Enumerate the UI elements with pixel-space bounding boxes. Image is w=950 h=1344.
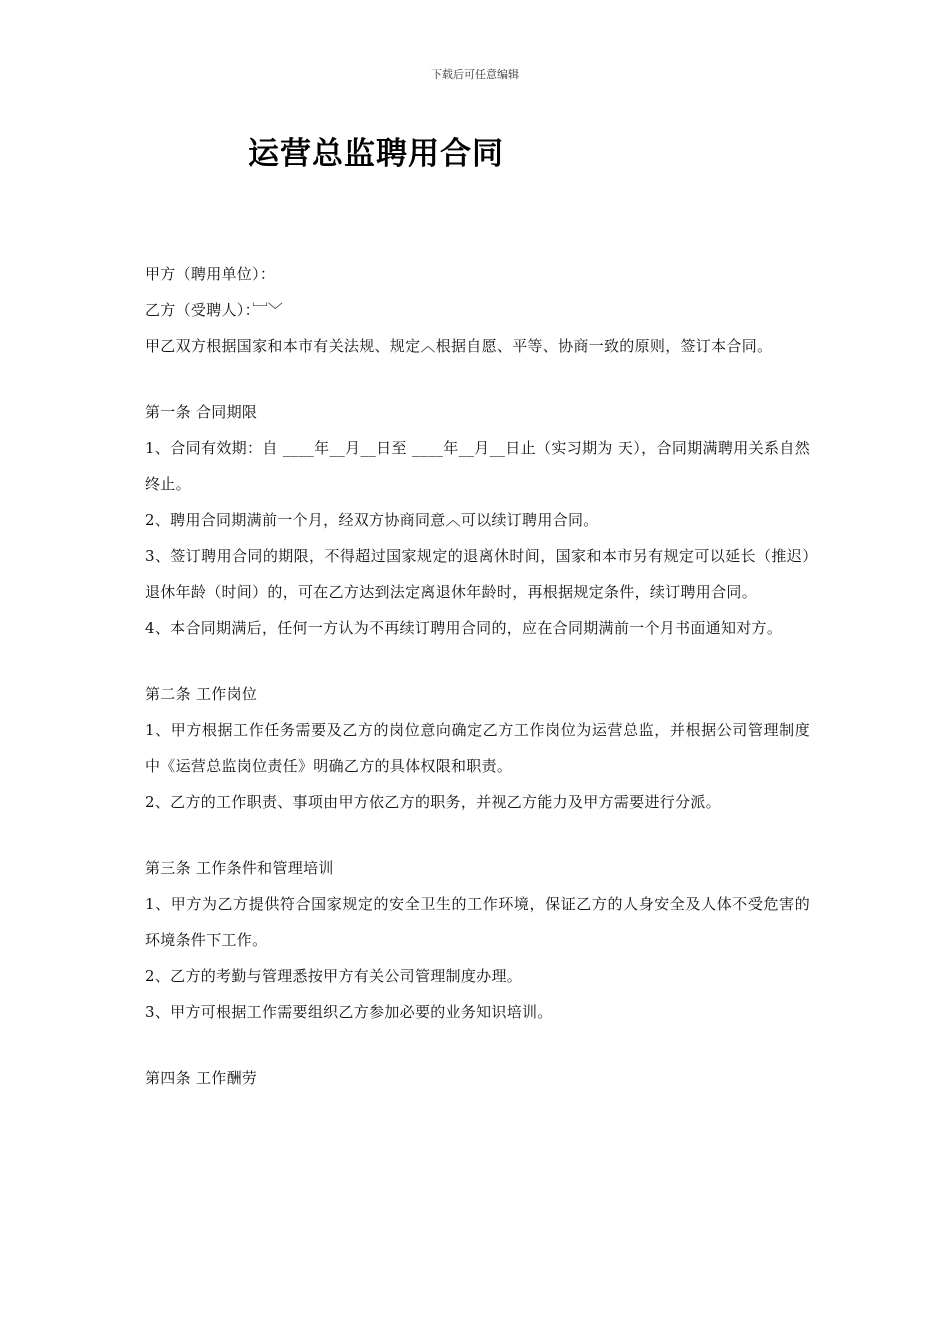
clause-item: 4、本合同期满后，任何一方认为不再续订聘用合同的，应在合同期满前一个月书面通知对方。 bbox=[145, 619, 783, 637]
clause-item: 1、甲方为乙方提供符合国家规定的安全卫生的工作环境，保证乙方的人身安全及人体不受危害的环境条件下工作。 bbox=[145, 895, 810, 949]
section-heading: 第四条 工作酬劳 bbox=[145, 1069, 258, 1087]
section-heading: 第一条 合同期限 bbox=[145, 403, 258, 421]
clause-item: 1、甲方根据工作任务需要及乙方的岗位意向确定乙方工作岗位为运营总监，并根据公司管理制度中《运营总监岗位责任》明确乙方的具体权限和职责。 bbox=[145, 721, 810, 775]
clause-item: 2、聘用合同期满前一个月，经双方协商同意︿可以续订聘用合同。 bbox=[145, 511, 599, 529]
clause-item: 2、乙方的工作职责、事项由甲方依乙方的职务，并视乙方能力及甲方需要进行分派。 bbox=[145, 793, 721, 811]
document-title: 运营总监聘用合同 bbox=[248, 136, 504, 172]
intro-paragraph: 甲乙双方根据国家和本市有关法规、规定︿根据自愿、平等、协商一致的原则，签订本合同。 bbox=[145, 337, 773, 355]
party-b-line: 乙方（受聘人）：﹈﹀ bbox=[145, 301, 284, 319]
clause-item: 2、乙方的考勤与管理悉按甲方有关公司管理制度办理。 bbox=[145, 967, 523, 985]
clause-item: 3、甲方可根据工作需要组织乙方参加必要的业务知识培训。 bbox=[145, 1003, 553, 1021]
section-heading: 第三条 工作条件和管理培训 bbox=[145, 859, 334, 877]
header-note: 下载后可任意编辑 bbox=[431, 68, 519, 81]
clause-item: 1、合同有效期：自 ____年__月__日至 ____年__月__日止（实习期为 天），合同期满聘用关系自然终止。 bbox=[145, 439, 810, 493]
section-heading: 第二条 工作岗位 bbox=[145, 685, 258, 703]
document-body bbox=[145, 256, 810, 1096]
party-a-line: 甲方（聘用单位）： bbox=[145, 265, 276, 283]
clause-item: 3、签订聘用合同的期限，不得超过国家规定的退离休时间，国家和本市另有规定可以延长（推迟）退休年龄（时间）的，可在乙方达到法定离退休年龄时，再根据规定条件，续订聘用合同。 bbox=[145, 547, 810, 601]
